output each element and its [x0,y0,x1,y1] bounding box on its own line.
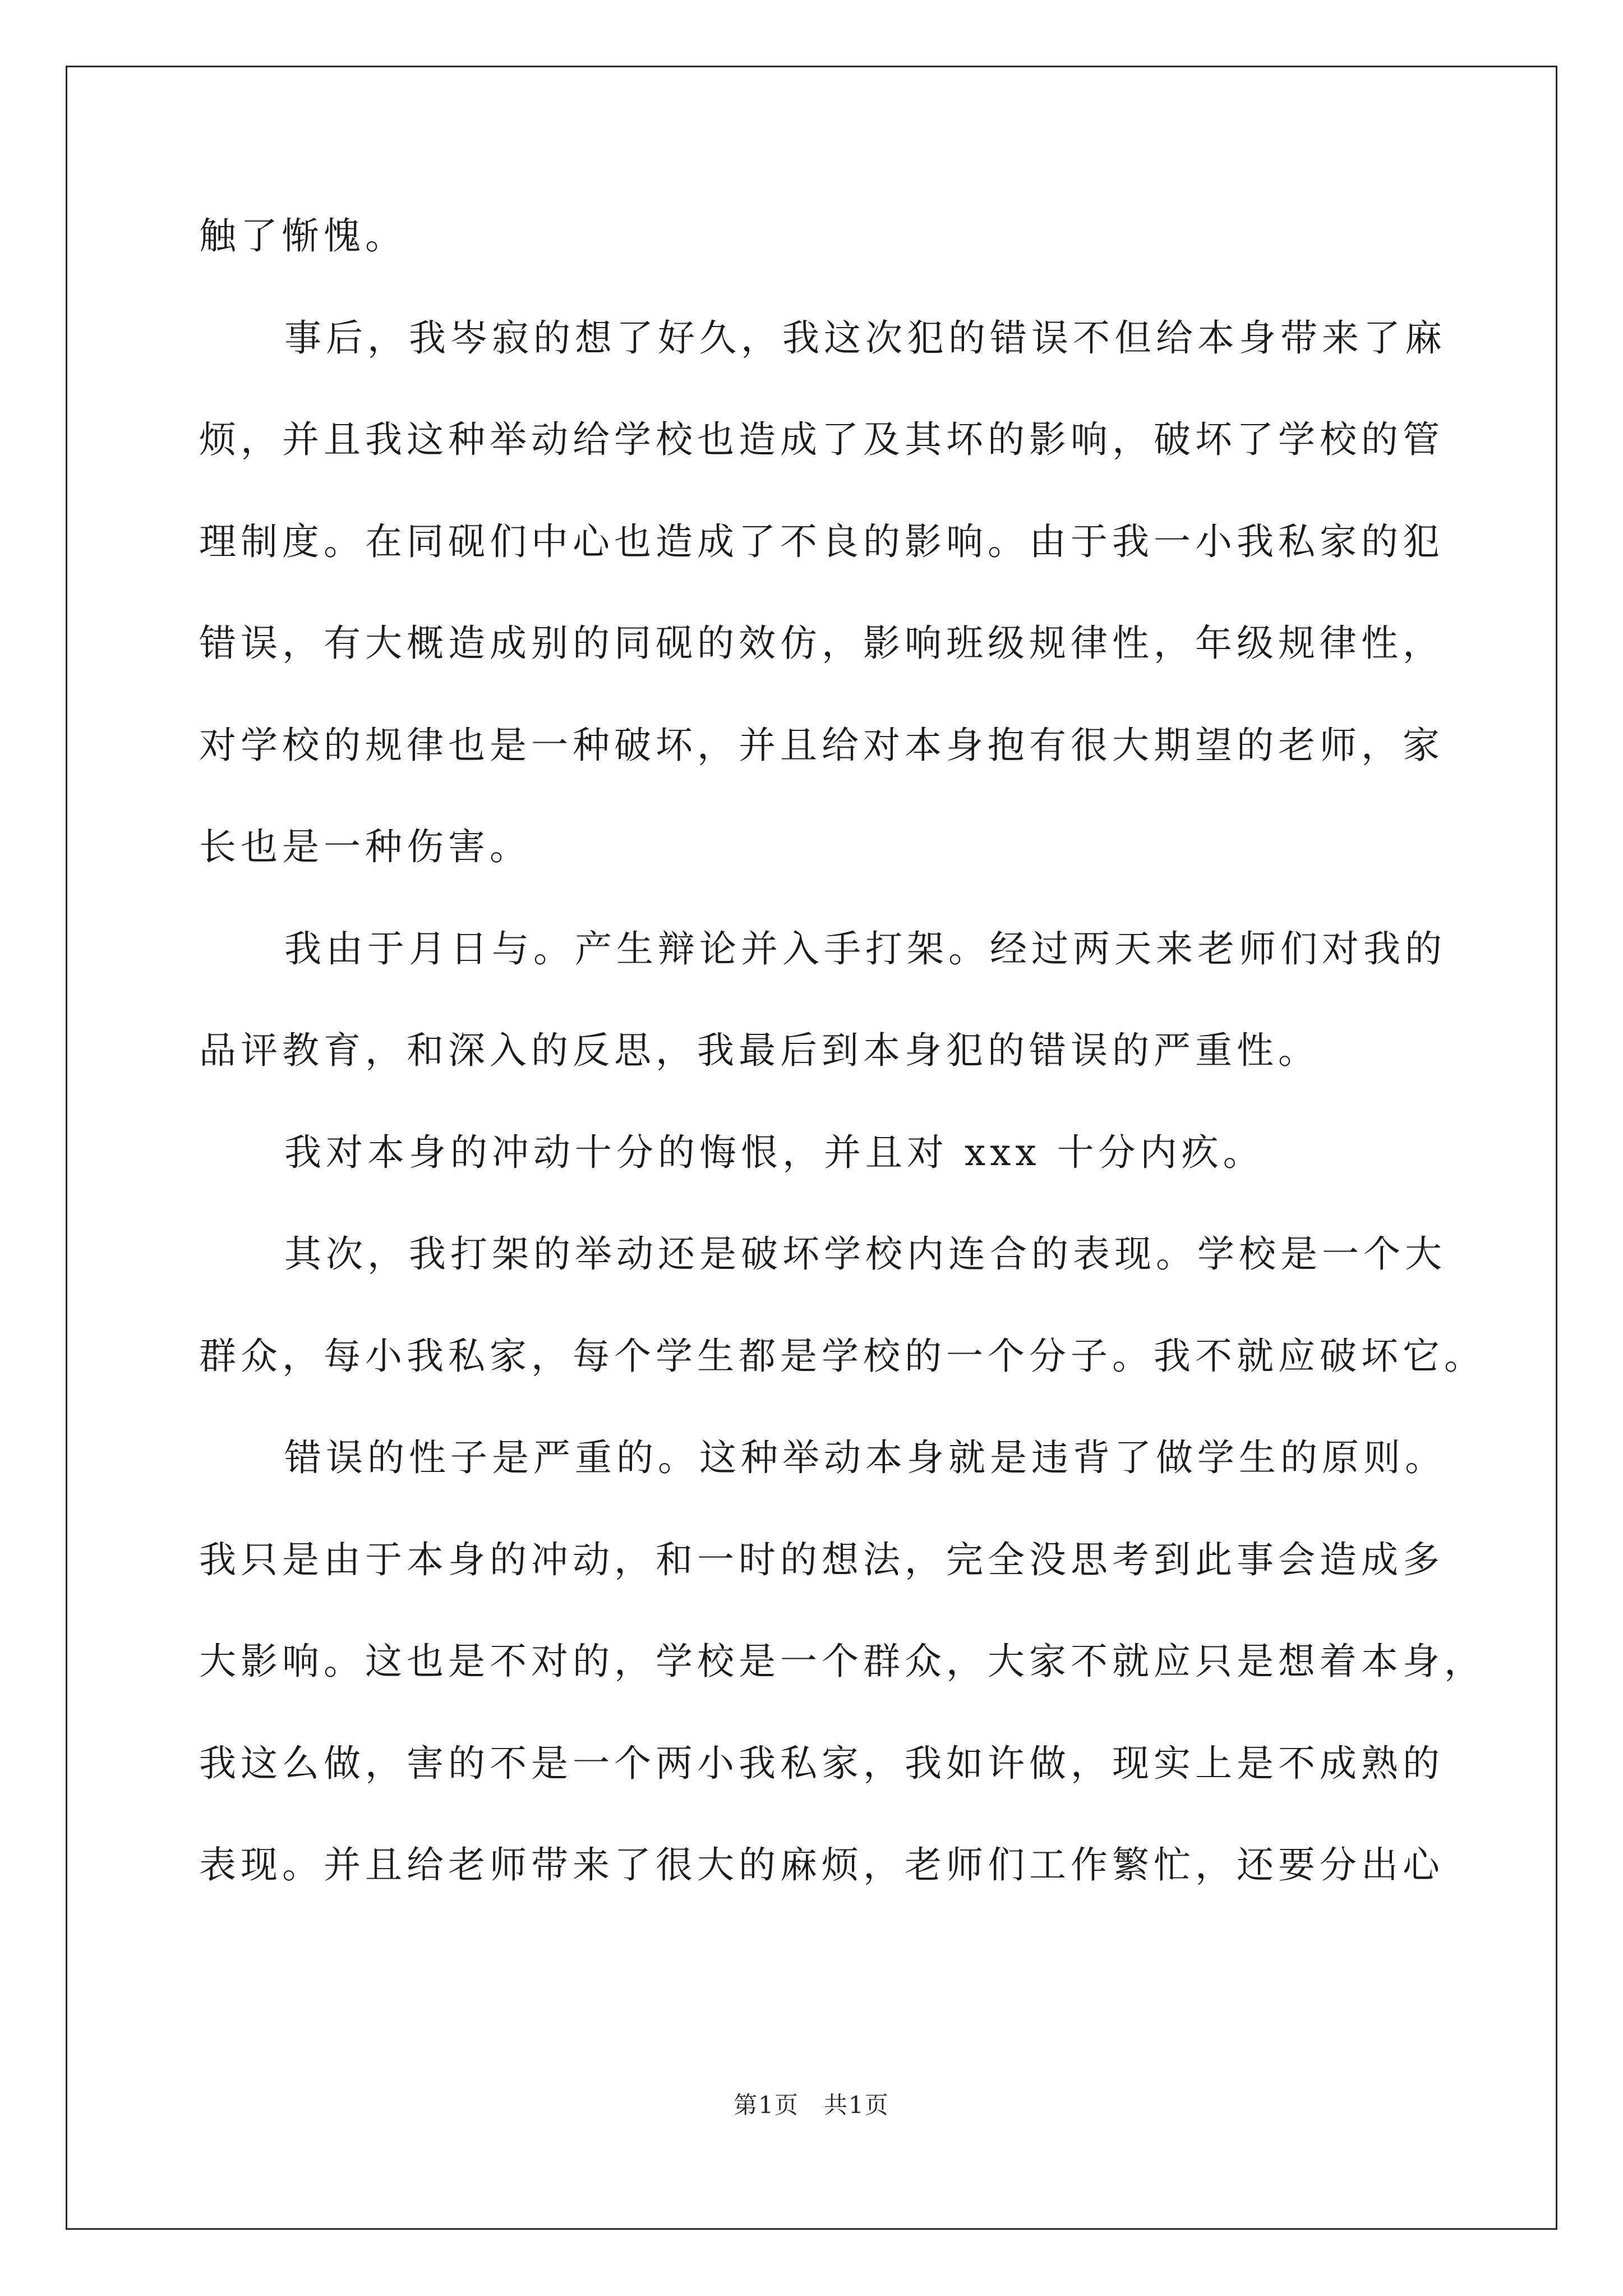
text-line: 触了惭愧。 [199,214,407,257]
text-line: 其次，我打架的举动还是破坏学校内连合的表现。学校是一个大 [284,1232,1446,1276]
text-line: 品评教育，和深入的反思，我最后到本身犯的错误的严重性。 [199,1029,1320,1072]
text-line: 理制度。在同砚们中心也造成了不良的影响。由于我一小我私家的犯 [199,519,1444,563]
text-line: 事后，我岑寂的想了好久，我这次犯的错误不但给本身带来了麻 [284,316,1446,360]
text-line: 我只是由于本身的冲动，和一时的想法，完全没思考到此事会造成多 [199,1538,1444,1581]
text-line: 群众，每小我私家，每个学生都是学校的一个分子。我不就应破坏它。 [199,1334,1486,1378]
text-line: 对学校的规律也是一种破坏，并且给对本身抱有很大期望的老师，家 [199,723,1444,767]
text-line: 错误，有大概造成别的同砚的效仿，影响班级规律性，年级规律性， [199,622,1444,665]
text-line: 我这么做，害的不是一个两小我私家，我如许做，现实上是不成熟的 [199,1741,1444,1785]
page-footer: 第1页 共1页 [734,2091,889,2119]
text-line: 我对本身的冲动十分的悔恨，并且对 xxx 十分内疚。 [284,1130,1265,1174]
text-line: 我由于月日与。产生辩论并入手打架。经过两天来老师们对我的 [284,927,1446,970]
document-body [199,185,1486,1916]
text-line: 烦，并且我这种举动给学校也造成了及其坏的影响，破坏了学校的管 [199,418,1444,461]
text-line: 长也是一种伤害。 [199,825,531,868]
text-line: 错误的性子是严重的。这种举动本身就是违背了做学生的原则。 [284,1436,1446,1479]
text-line: 大影响。这也是不对的，学校是一个群众，大家不就应只是想着本身， [199,1640,1486,1683]
text-line: 表现。并且给老师带来了很大的麻烦，老师们工作繁忙，还要分出心 [199,1843,1444,1887]
